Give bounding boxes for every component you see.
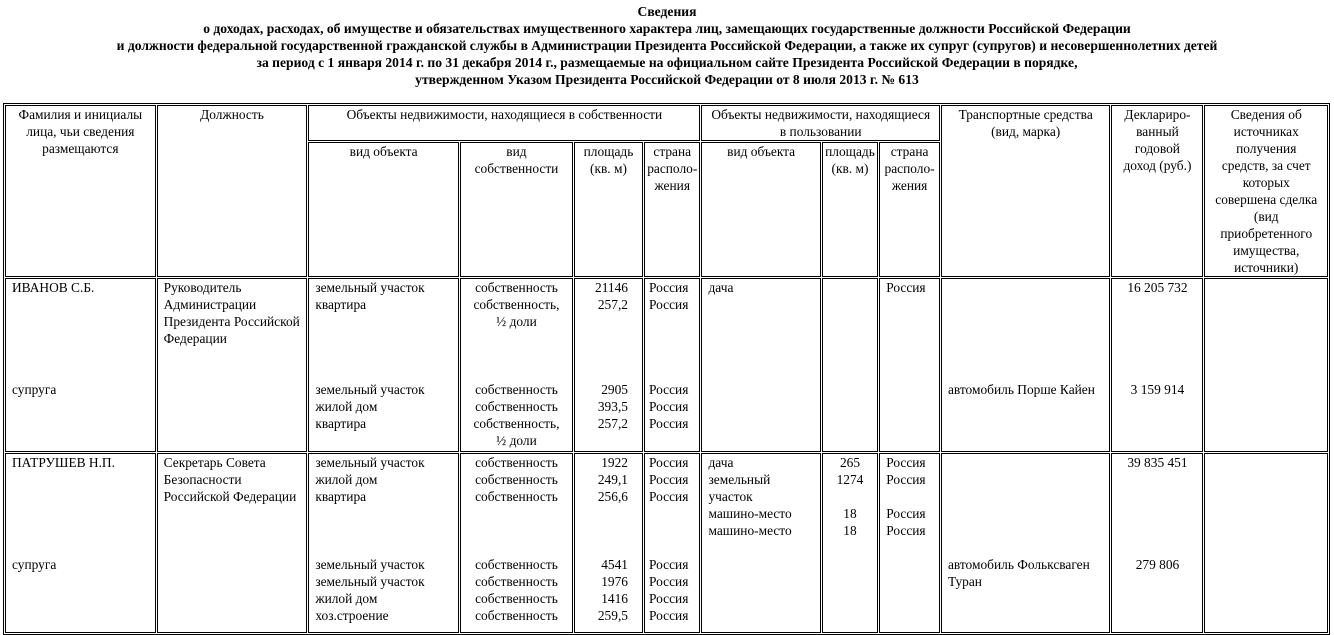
heading-line-3: за период с 1 января 2014 г. по 31 декабря 2014 г., размещаемые на официальном сайте Президента Российской Федерации в порядке, bbox=[256, 55, 1078, 70]
spacer bbox=[1118, 471, 1196, 488]
spacer bbox=[467, 347, 566, 364]
heading-line-4: утвержденном Указом Президента Российской Федерации от 8 июля 2013 г. № 613 bbox=[415, 72, 919, 87]
ownership-type: собственность bbox=[475, 455, 558, 470]
transport-cell bbox=[941, 453, 1110, 633]
owned-types-cell bbox=[308, 278, 459, 452]
spacer bbox=[581, 364, 628, 381]
spacer bbox=[12, 505, 149, 522]
owned-type: квартира bbox=[315, 416, 367, 431]
used-country-value: Россия bbox=[886, 455, 926, 470]
ownership-cell bbox=[460, 453, 573, 633]
spacer bbox=[948, 296, 1103, 313]
area-value: 249,1 bbox=[597, 472, 628, 487]
area-value-group bbox=[581, 313, 628, 432]
income-value: 16 205 732 bbox=[1127, 280, 1188, 295]
used-area-cell bbox=[822, 453, 878, 633]
spacer bbox=[581, 539, 628, 556]
used-types-cell bbox=[701, 453, 820, 633]
income-value: 39 835 451 bbox=[1127, 455, 1188, 470]
spacer bbox=[1118, 522, 1196, 539]
used-country-value: Россия bbox=[886, 506, 926, 521]
used-country-value: Россия bbox=[886, 472, 926, 487]
income-value-group bbox=[1118, 454, 1196, 471]
country-value: Россия bbox=[649, 574, 689, 589]
spacer bbox=[467, 364, 566, 381]
income-value-group bbox=[1118, 471, 1196, 573]
area-value: 393,5 bbox=[597, 399, 628, 414]
person-name-group bbox=[12, 454, 149, 471]
owned-type-group bbox=[315, 505, 452, 624]
spacer bbox=[948, 539, 1103, 556]
ownership-type-group bbox=[467, 505, 566, 624]
heading-line-2: и должности федеральной государственной гражданской службы в Администрации Президента Российской Федерации, а также их супруг (супругов) и несовершеннолетних детей bbox=[116, 38, 1218, 53]
declaration-table bbox=[3, 103, 1330, 635]
position-text: Руководитель Администрации Президента Российской Федерации bbox=[163, 280, 300, 346]
country-value-group bbox=[649, 313, 695, 432]
transport-value-group bbox=[948, 454, 1103, 590]
spacer bbox=[948, 313, 1103, 330]
spacer bbox=[649, 522, 695, 539]
spacer bbox=[581, 330, 628, 347]
spacer bbox=[649, 313, 695, 330]
area-value-group bbox=[581, 454, 628, 505]
position-text: Секретарь Совета Безопасности Российской Федерации bbox=[163, 455, 297, 504]
spacer bbox=[12, 347, 149, 364]
used-country-value-group bbox=[886, 454, 933, 539]
ownership-type: собственность bbox=[475, 608, 558, 623]
spouse-name: супруга bbox=[12, 382, 57, 397]
owned-type: земельный участок bbox=[315, 557, 425, 572]
area-value: 257,2 bbox=[597, 297, 628, 312]
country-value-group bbox=[649, 454, 695, 505]
spouse-name: супруга bbox=[12, 557, 57, 572]
area-value: 2905 bbox=[601, 382, 628, 397]
spacer bbox=[315, 539, 452, 556]
spacer bbox=[948, 522, 1103, 539]
owned-type: жилой дом bbox=[315, 591, 378, 606]
ownership-type: ½ доли bbox=[496, 314, 537, 329]
owned-type: квартира bbox=[315, 297, 367, 312]
country-value-group bbox=[649, 505, 695, 624]
income-value-group bbox=[1118, 279, 1196, 296]
header-used-group: Объекты недвижимости, находящиеся в пользовании bbox=[701, 105, 939, 141]
spacer bbox=[1118, 330, 1196, 347]
income-value: 3 159 914 bbox=[1130, 382, 1185, 397]
spacer bbox=[12, 488, 149, 505]
spacer bbox=[649, 505, 695, 522]
header-used-area: площадь (кв. м) bbox=[822, 142, 878, 277]
ownership-type: собственность bbox=[475, 574, 558, 589]
country-value: Россия bbox=[649, 557, 689, 572]
header-ownership-type: вид собственности bbox=[460, 142, 573, 277]
spacer bbox=[467, 539, 566, 556]
country-value: Россия bbox=[649, 455, 689, 470]
spacer bbox=[12, 539, 149, 556]
area-value-group bbox=[581, 279, 628, 313]
country-cell bbox=[644, 453, 700, 633]
used-type: дача bbox=[708, 455, 734, 470]
person-name-group bbox=[12, 279, 149, 296]
spacer bbox=[581, 505, 628, 522]
header-income: Деклариро-ванный годовой доход (руб.) bbox=[1111, 105, 1203, 277]
used-country-cell bbox=[879, 278, 940, 452]
used-type-group bbox=[708, 454, 813, 539]
spacer bbox=[315, 505, 452, 522]
used-area-value: 265 bbox=[839, 455, 861, 470]
person-name: ИВАНОВ С.Б. bbox=[12, 280, 95, 295]
spacer bbox=[1118, 539, 1196, 556]
area-value: 1922 bbox=[601, 455, 628, 470]
owned-type: жилой дом bbox=[315, 472, 378, 487]
position-cell bbox=[157, 278, 308, 452]
spacer bbox=[1118, 364, 1196, 381]
income-cell bbox=[1111, 278, 1203, 452]
area-value: 256,6 bbox=[597, 489, 628, 504]
table-row bbox=[5, 278, 1328, 452]
used-area-value: 18 bbox=[843, 506, 857, 521]
spacer bbox=[315, 347, 452, 364]
spouse-name-group bbox=[12, 471, 149, 573]
used-type: машино-место bbox=[708, 523, 792, 538]
area-value: 259,5 bbox=[597, 608, 628, 623]
transport-value-group bbox=[948, 279, 1103, 398]
table-body bbox=[5, 278, 1328, 633]
sources-cell bbox=[1204, 278, 1328, 452]
area-value: 257,2 bbox=[597, 416, 628, 431]
spacer bbox=[649, 539, 695, 556]
spacer bbox=[1118, 488, 1196, 505]
owned-type-group bbox=[315, 313, 452, 432]
table-row bbox=[5, 453, 1328, 633]
spacer bbox=[1118, 505, 1196, 522]
spacer bbox=[948, 364, 1103, 381]
person-name: ПАТРУШЕВ Н.П. bbox=[12, 455, 115, 470]
position-text-group bbox=[164, 454, 301, 505]
area-value: 4541 bbox=[601, 557, 628, 572]
position-text-group bbox=[164, 279, 301, 347]
area-value: 1416 bbox=[601, 591, 628, 606]
area-value: 21146 bbox=[595, 280, 628, 295]
name-cell bbox=[5, 453, 156, 633]
country-value: Россия bbox=[649, 608, 689, 623]
heading-line-1: о доходах, расходах, об имуществе и обязательствах имущественного характера лиц, замещающих государственные должности Российской Федерации bbox=[203, 21, 1131, 36]
country-value: Россия bbox=[649, 416, 689, 431]
spacer bbox=[12, 364, 149, 381]
used-area-cell bbox=[822, 278, 878, 452]
spacer bbox=[315, 364, 452, 381]
header-owned-group: Объекты недвижимости, находящиеся в собственности bbox=[308, 105, 700, 141]
area-cell bbox=[574, 278, 643, 452]
used-type: дача bbox=[708, 280, 734, 295]
ownership-type-group bbox=[467, 330, 566, 449]
spacer bbox=[315, 313, 452, 330]
spacer bbox=[12, 296, 149, 313]
spacer bbox=[1118, 296, 1196, 313]
spacer bbox=[948, 505, 1103, 522]
used-type: участок bbox=[708, 489, 753, 504]
header-used-obj-type: вид объекта bbox=[701, 142, 820, 277]
spacer bbox=[581, 522, 628, 539]
spacer bbox=[649, 347, 695, 364]
spacer bbox=[948, 330, 1103, 347]
used-area-value: 1274 bbox=[836, 472, 864, 487]
country-cell bbox=[644, 278, 700, 452]
spacer bbox=[315, 330, 452, 347]
spacer bbox=[581, 313, 628, 330]
name-cell bbox=[5, 278, 156, 452]
spacer bbox=[948, 279, 1103, 296]
header-country: страна располо-жения bbox=[644, 142, 700, 277]
ownership-type: собственность bbox=[475, 489, 558, 504]
used-country-value-group bbox=[886, 279, 933, 296]
header-sources: Сведения об источниках получения средств, за счет которых совершена сделка (вид приобретенного имущества, источники) bbox=[1204, 105, 1328, 277]
spacer bbox=[581, 347, 628, 364]
ownership-type: собственность bbox=[475, 280, 558, 295]
country-value: Россия bbox=[649, 297, 689, 312]
country-value: Россия bbox=[649, 382, 689, 397]
spacer bbox=[12, 471, 149, 488]
spouse-name-group bbox=[12, 296, 149, 398]
owned-type: квартира bbox=[315, 489, 367, 504]
ownership-type: собственность bbox=[475, 382, 558, 397]
country-value-group bbox=[649, 279, 695, 313]
sources-cell bbox=[1204, 453, 1328, 633]
country-value: Россия bbox=[649, 280, 689, 295]
owned-type: земельный участок bbox=[315, 280, 425, 295]
header-name: Фамилия и инициалы лица, чьи сведения размещаются bbox=[5, 105, 156, 277]
ownership-type: собственность bbox=[475, 399, 558, 414]
owned-type: земельный участок bbox=[315, 382, 425, 397]
used-type: машино-место bbox=[708, 506, 792, 521]
spacer bbox=[1118, 347, 1196, 364]
heading-title: Сведения bbox=[637, 4, 697, 19]
spacer bbox=[1118, 313, 1196, 330]
used-area-value-group bbox=[825, 454, 875, 539]
country-value: Россия bbox=[649, 591, 689, 606]
ownership-type-group bbox=[467, 279, 566, 330]
ownership-type: собственность bbox=[475, 557, 558, 572]
used-type-group bbox=[708, 279, 813, 296]
ownership-type: собственность bbox=[475, 591, 558, 606]
spacer bbox=[467, 522, 566, 539]
transport-cell bbox=[941, 278, 1110, 452]
area-value-group bbox=[581, 505, 628, 624]
income-cell bbox=[1111, 453, 1203, 633]
owned-type-group bbox=[315, 454, 452, 505]
country-value: Россия bbox=[649, 472, 689, 487]
spacer bbox=[315, 522, 452, 539]
ownership-type-group bbox=[467, 454, 566, 505]
table-header bbox=[5, 105, 1328, 277]
area-value: 1976 bbox=[601, 574, 628, 589]
used-area-value: 18 bbox=[843, 523, 857, 538]
country-value: Россия bbox=[649, 489, 689, 504]
country-value: Россия bbox=[649, 399, 689, 414]
spacer bbox=[12, 330, 149, 347]
header-position: Должность bbox=[157, 105, 308, 277]
spacer bbox=[649, 330, 695, 347]
transport-value: автомобиль Фольксваген Туран bbox=[947, 557, 1090, 589]
used-country-value bbox=[886, 488, 933, 505]
document-heading bbox=[0, 0, 1334, 95]
used-country-value: Россия bbox=[886, 280, 926, 295]
spacer bbox=[467, 505, 566, 522]
used-types-cell bbox=[701, 278, 820, 452]
ownership-type: собственность, bbox=[473, 297, 560, 312]
position-cell bbox=[157, 453, 308, 633]
owned-type: жилой дом bbox=[315, 399, 378, 414]
owned-types-cell bbox=[308, 453, 459, 633]
spacer bbox=[948, 488, 1103, 505]
income-value-group bbox=[1118, 296, 1196, 398]
ownership-type: собственность bbox=[475, 472, 558, 487]
ownership-cell bbox=[460, 278, 573, 452]
spacer bbox=[12, 522, 149, 539]
used-area-value bbox=[825, 488, 875, 505]
owned-type-group bbox=[315, 279, 452, 313]
spacer bbox=[467, 330, 566, 347]
spacer bbox=[948, 471, 1103, 488]
area-cell bbox=[574, 453, 643, 633]
spacer bbox=[948, 347, 1103, 364]
owned-type: земельный участок bbox=[315, 455, 425, 470]
used-country-cell bbox=[879, 453, 940, 633]
header-obj-type: вид объекта bbox=[308, 142, 459, 277]
spacer bbox=[948, 454, 1103, 471]
transport-value: автомобиль Порше Кайен bbox=[947, 382, 1095, 397]
income-value: 279 806 bbox=[1135, 557, 1180, 572]
header-area: площадь (кв. м) bbox=[574, 142, 643, 277]
used-type: земельный bbox=[708, 472, 771, 487]
header-transport: Транспортные средства (вид, марка) bbox=[941, 105, 1110, 277]
header-used-country: страна располо-жения bbox=[879, 142, 940, 277]
used-country-value: Россия bbox=[886, 523, 926, 538]
ownership-type: ½ доли bbox=[496, 433, 537, 448]
ownership-type: собственность, bbox=[473, 416, 560, 431]
spacer bbox=[649, 364, 695, 381]
owned-type: земельный участок bbox=[315, 574, 425, 589]
spacer bbox=[12, 313, 149, 330]
owned-type: хоз.строение bbox=[315, 608, 389, 623]
